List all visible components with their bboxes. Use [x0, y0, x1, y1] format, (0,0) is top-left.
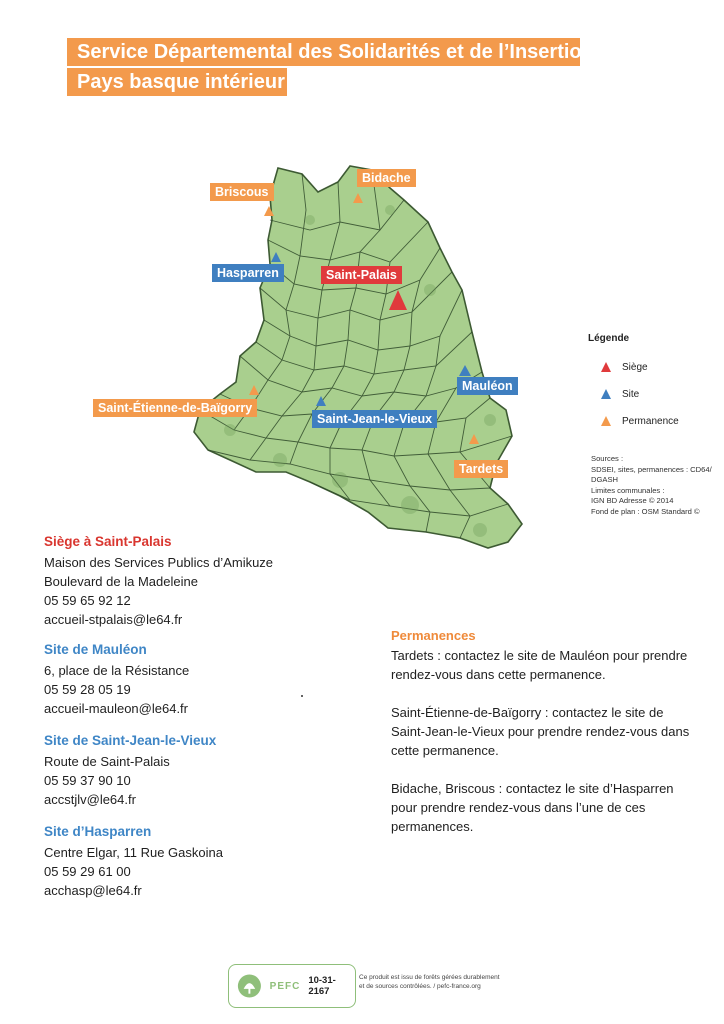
- permanence-note: Bidache, Briscous : contactez le site d’Hasparren pour prendre rendez-vous dans l’une de ces permanences.: [391, 781, 674, 834]
- permanences-section: [391, 626, 691, 855]
- legend-label-permanence: Permanence: [622, 415, 679, 427]
- map-label-saint-palais: Saint-Palais: [321, 266, 402, 284]
- map-label-briscous: Briscous: [210, 183, 274, 201]
- sources-line: DGASH: [591, 475, 619, 484]
- map-label-tardets: Tardets: [454, 460, 508, 478]
- sources-line: Sources :: [591, 454, 624, 463]
- permanence-note: Saint-Étienne-de-Baïgorry : contactez le site de Saint-Jean-le-Vieux pour prendre rendez-vous dans cette permanence.: [391, 705, 690, 758]
- contact-phone: 05 59 37 90 10: [44, 773, 131, 788]
- map-legend: [588, 333, 679, 439]
- contact-email[interactable]: accueil-mauleon@le64.fr: [44, 701, 188, 716]
- legend-title: Légende: [588, 333, 630, 344]
- map-label-hasparren: Hasparren: [212, 264, 284, 282]
- header-title: Service Départemental des Solidarités et de l’Insertion: [67, 38, 580, 66]
- sources-line: Limites communales :: [591, 485, 665, 495]
- pefc-text: PEFC: [269, 980, 301, 992]
- pefc-label: [228, 964, 356, 1008]
- contact-mauleon: [44, 640, 189, 718]
- permanence-note: Tardets : contactez le site de Mauléon pour prendre rendez-vous dans cette permanence.: [391, 648, 688, 682]
- legend-label-site: Site: [622, 388, 640, 400]
- header-subtitle: Pays basque intérieur: [67, 68, 287, 96]
- contact-hasparren: [44, 822, 223, 900]
- contact-phone: 05 59 65 92 12: [44, 593, 131, 608]
- sources-line: IGN BD Adresse © 2014: [591, 496, 674, 505]
- contact-address: Centre Elgar, 11 Rue Gaskoina: [44, 845, 223, 860]
- territory-map: [190, 160, 530, 560]
- contact-saint-jean-title: Site de Saint-Jean-le-Vieux: [44, 733, 217, 748]
- legend-label-siege: Siège: [622, 361, 648, 373]
- triangle-blue-icon: [600, 388, 612, 400]
- contact-hasparren-title: Site d’Hasparren: [44, 824, 152, 839]
- pefc-note: [359, 973, 519, 991]
- legend-item-permanence: [588, 412, 679, 430]
- pefc-note-line: et de sources contrôlées. / pefc-france.org: [359, 983, 481, 990]
- contact-email[interactable]: accstjlv@le64.fr: [44, 792, 136, 807]
- contact-address: 6, place de la Résistance: [44, 663, 190, 678]
- contact-saint-jean: [44, 731, 216, 809]
- contact-siege: [44, 532, 273, 629]
- map-label-mauleon: Mauléon: [457, 377, 518, 395]
- map-label-saint-etienne: Saint-Étienne-de-Baïgorry: [93, 399, 257, 417]
- contact-phone: 05 59 29 61 00: [44, 864, 131, 879]
- pefc-logo-icon: [235, 971, 268, 1001]
- contact-address: Route de Saint-Palais: [44, 754, 170, 769]
- permanences-title: Permanences: [391, 628, 476, 643]
- map-label-saint-jean: Saint-Jean-le-Vieux: [312, 410, 437, 428]
- contact-mauleon-title: Site de Mauléon: [44, 642, 147, 657]
- pefc-note-line: Ce produit est issu de forêts gérées durablement: [359, 974, 500, 981]
- contact-address: Maison des Services Publics d’Amikuze: [44, 555, 274, 570]
- map-label-bidache: Bidache: [357, 169, 416, 187]
- stray-dot: [301, 695, 303, 697]
- contact-email[interactable]: accueil-stpalais@le64.fr: [44, 612, 183, 627]
- triangle-red-icon: [600, 361, 612, 373]
- sources-line: Fond de plan : OSM Standard ©: [591, 506, 700, 516]
- pefc-code: 10-31-2167: [308, 975, 336, 997]
- triangle-orange-icon: [600, 415, 612, 427]
- territory-shape: [194, 166, 522, 548]
- contact-address: Boulevard de la Madeleine: [44, 574, 198, 589]
- contact-siege-title: Siège à Saint-Palais: [44, 534, 172, 549]
- legend-item-site: [588, 385, 679, 403]
- sources-line: SDSEI, sites, permanences : CD64/: [591, 464, 712, 474]
- contact-phone: 05 59 28 05 19: [44, 682, 131, 697]
- map-sources: [591, 454, 721, 517]
- contact-email[interactable]: acchasp@le64.fr: [44, 883, 142, 898]
- legend-item-siege: [588, 358, 679, 376]
